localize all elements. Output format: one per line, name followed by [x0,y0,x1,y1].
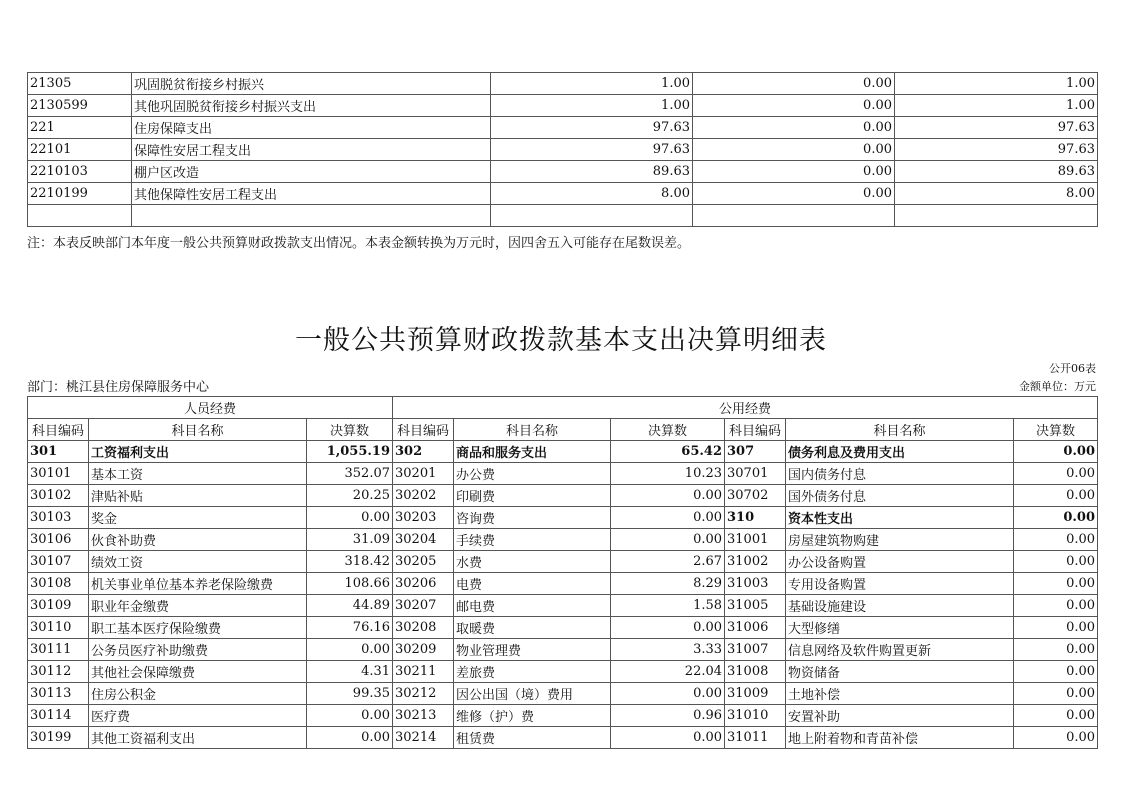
subject-name: 公务员医疗补助缴费 [89,639,307,661]
subject-code [28,205,132,227]
subject-name: 国外债务付息 [786,485,1014,507]
subject-name: 手续费 [454,529,611,551]
table-row [28,529,1098,551]
final-amount: 108.66 [307,573,393,595]
amount-project: 1.00 [895,95,1098,117]
subject-name: 其他巩固脱贫衔接乡村振兴支出 [132,95,491,117]
subject-code: 30205 [393,551,454,573]
subject-name: 棚户区改造 [132,161,491,183]
subject-name: 巩固脱贫衔接乡村振兴 [132,73,491,95]
subject-name: 差旅费 [454,661,611,683]
subject-code: 30103 [28,507,89,529]
subject-name: 物资储备 [786,661,1014,683]
final-amount: 20.25 [307,485,393,507]
amount-project: 97.63 [895,117,1098,139]
final-amount: 0.00 [1014,551,1098,573]
table-row [28,161,1098,183]
subject-name: 电费 [454,573,611,595]
department-label: 部门：桃江县住房保障服务中心 [27,380,210,395]
subject-code: 30111 [28,639,89,661]
subject-name: 住房公积金 [89,683,307,705]
table-row [28,73,1098,95]
subject-code: 30199 [28,727,89,749]
subject-name: 信息网络及软件购置更新 [786,639,1014,661]
amount-basic: 0.00 [693,139,895,161]
subject-code: 30203 [393,507,454,529]
subject-code: 31009 [725,683,786,705]
final-amount: 0.00 [1014,529,1098,551]
subject-name: 奖金 [89,507,307,529]
subject-name: 商品和服务支出 [454,441,611,463]
subject-name: 住房保障支出 [132,117,491,139]
subject-code: 302 [393,441,454,463]
subject-name: 安置补助 [786,705,1014,727]
amount-total: 1.00 [491,73,693,95]
subject-name: 工资福利支出 [89,441,307,463]
subject-code: 30102 [28,485,89,507]
amount-total: 89.63 [491,161,693,183]
amount-project: 97.63 [895,139,1098,161]
amount-project: 1.00 [895,73,1098,95]
table-row [28,639,1098,661]
table-row [28,463,1098,485]
subject-code: 30702 [725,485,786,507]
amount-total [491,205,693,227]
col-header-name: 科目名称 [786,419,1014,441]
subject-name: 土地补偿 [786,683,1014,705]
subject-name: 津贴补贴 [89,485,307,507]
subject-code: 30211 [393,661,454,683]
final-amount: 2.67 [611,551,725,573]
final-amount: 4.31 [307,661,393,683]
subject-code: 307 [725,441,786,463]
column-header-row [28,419,1098,441]
col-header-code: 科目编码 [725,419,786,441]
amount-basic: 0.00 [693,95,895,117]
group-header-public: 公用经费 [393,397,1098,419]
subject-code: 2130599 [28,95,132,117]
subject-name: 债务利息及费用支出 [786,441,1014,463]
final-amount: 0.00 [611,727,725,749]
final-amount: 0.00 [1014,683,1098,705]
subject-code: 30213 [393,705,454,727]
final-amount: 0.00 [611,529,725,551]
table-row [28,705,1098,727]
subject-name: 咨询费 [454,507,611,529]
col-header-code: 科目编码 [28,419,89,441]
subject-code: 30201 [393,463,454,485]
table-row [28,727,1098,749]
final-amount: 0.00 [611,617,725,639]
col-header-name: 科目名称 [89,419,307,441]
subject-code: 31007 [725,639,786,661]
subject-code: 30107 [28,551,89,573]
subject-code: 21305 [28,73,132,95]
final-amount: 0.00 [307,639,393,661]
col-header-amount: 决算数 [307,419,393,441]
form-code: 公开06表 [1049,362,1096,375]
table-row [28,117,1098,139]
final-amount: 0.00 [1014,595,1098,617]
subject-name [132,205,491,227]
subject-code: 30113 [28,683,89,705]
subject-code: 30202 [393,485,454,507]
subject-code: 30110 [28,617,89,639]
table-row [28,661,1098,683]
table-note: 注：本表反映部门本年度一般公共预算财政拨款支出情况。本表金额转换为万元时，因四舍五入可能存在尾数误差。 [27,236,691,251]
final-amount: 99.35 [307,683,393,705]
subject-name: 其他社会保障缴费 [89,661,307,683]
subject-code: 221 [28,117,132,139]
subject-name: 基本工资 [89,463,307,485]
final-amount: 10.23 [611,463,725,485]
table-row [28,95,1098,117]
amount-basic: 0.00 [693,161,895,183]
subject-code: 30208 [393,617,454,639]
subject-code: 30109 [28,595,89,617]
table-row [28,573,1098,595]
final-amount: 8.29 [611,573,725,595]
subject-code: 30214 [393,727,454,749]
final-amount: 352.07 [307,463,393,485]
subject-name: 医疗费 [89,705,307,727]
subject-code: 30106 [28,529,89,551]
subject-name: 物业管理费 [454,639,611,661]
group-header-row [28,397,1098,419]
col-header-amount: 决算数 [611,419,725,441]
amount-total: 97.63 [491,117,693,139]
subject-name: 其他保障性安居工程支出 [132,183,491,205]
final-amount: 0.00 [611,683,725,705]
final-amount: 1,055.19 [307,441,393,463]
table-row [28,139,1098,161]
subject-code: 2210103 [28,161,132,183]
col-header-amount: 决算数 [1014,419,1098,441]
subject-code: 31003 [725,573,786,595]
subject-code: 30206 [393,573,454,595]
amount-total: 97.63 [491,139,693,161]
final-amount: 0.00 [307,507,393,529]
final-amount: 76.16 [307,617,393,639]
subject-name: 大型修缮 [786,617,1014,639]
table-row [28,183,1098,205]
subject-name: 专用设备购置 [786,573,1014,595]
subject-code: 31001 [725,529,786,551]
subject-code: 31011 [725,727,786,749]
amount-project: 8.00 [895,183,1098,205]
col-header-name: 科目名称 [454,419,611,441]
amount-basic: 0.00 [693,73,895,95]
final-amount: 0.00 [1014,661,1098,683]
page-title: 一般公共预算财政拨款基本支出决算明细表 [295,325,827,356]
final-amount: 1.58 [611,595,725,617]
amount-project [895,205,1098,227]
subject-name: 租赁费 [454,727,611,749]
amount-basic [693,205,895,227]
table-row [28,551,1098,573]
unit-label: 金额单位：万元 [1019,380,1096,393]
subject-name: 绩效工资 [89,551,307,573]
table-row [28,441,1098,463]
final-amount: 0.00 [611,485,725,507]
subject-name: 印刷费 [454,485,611,507]
subject-name: 伙食补助费 [89,529,307,551]
subject-code: 31006 [725,617,786,639]
subject-name: 取暖费 [454,617,611,639]
final-amount: 0.00 [1014,573,1098,595]
subject-name: 职业年金缴费 [89,595,307,617]
subject-name: 邮电费 [454,595,611,617]
subject-name: 因公出国（境）费用 [454,683,611,705]
subject-name: 机关事业单位基本养老保险缴费 [89,573,307,595]
final-amount: 0.00 [611,507,725,529]
final-amount: 22.04 [611,661,725,683]
final-amount: 0.00 [1014,639,1098,661]
col-header-code: 科目编码 [393,419,454,441]
subject-name: 基础设施建设 [786,595,1014,617]
subject-name: 地上附着物和青苗补偿 [786,727,1014,749]
subject-code: 30701 [725,463,786,485]
table-row [28,617,1098,639]
subject-code: 30101 [28,463,89,485]
subject-name: 国内债务付息 [786,463,1014,485]
subject-name: 水费 [454,551,611,573]
subject-code: 30212 [393,683,454,705]
subject-name: 办公费 [454,463,611,485]
subject-name: 维修（护）费 [454,705,611,727]
subject-code: 301 [28,441,89,463]
group-header-personnel: 人员经费 [28,397,393,419]
subject-code: 30108 [28,573,89,595]
amount-basic: 0.00 [693,117,895,139]
amount-total: 1.00 [491,95,693,117]
final-amount: 0.96 [611,705,725,727]
subject-code: 30209 [393,639,454,661]
final-amount: 0.00 [307,705,393,727]
table-row [28,595,1098,617]
final-amount: 318.42 [307,551,393,573]
subject-name: 办公设备购置 [786,551,1014,573]
final-amount: 44.89 [307,595,393,617]
final-amount: 0.00 [1014,617,1098,639]
basic-expenditure-detail-table [27,396,1098,749]
expenditure-table-continued [27,72,1098,227]
amount-basic: 0.00 [693,183,895,205]
final-amount: 0.00 [1014,727,1098,749]
subject-code: 22101 [28,139,132,161]
subject-name: 职工基本医疗保险缴费 [89,617,307,639]
amount-project: 89.63 [895,161,1098,183]
table-row [28,507,1098,529]
subject-name: 资本性支出 [786,507,1014,529]
final-amount: 0.00 [1014,705,1098,727]
subject-name: 保障性安居工程支出 [132,139,491,161]
subject-name: 房屋建筑物购建 [786,529,1014,551]
subject-name: 其他工资福利支出 [89,727,307,749]
final-amount: 0.00 [307,727,393,749]
final-amount: 0.00 [1014,507,1098,529]
table-row [28,485,1098,507]
final-amount: 0.00 [1014,463,1098,485]
subject-code: 31002 [725,551,786,573]
final-amount: 0.00 [1014,485,1098,507]
table-row [28,205,1098,227]
subject-code: 31005 [725,595,786,617]
subject-code: 2210199 [28,183,132,205]
subject-code: 31010 [725,705,786,727]
final-amount: 0.00 [1014,441,1098,463]
subject-code: 30207 [393,595,454,617]
subject-code: 31008 [725,661,786,683]
final-amount: 31.09 [307,529,393,551]
subject-code: 30112 [28,661,89,683]
subject-code: 310 [725,507,786,529]
final-amount: 3.33 [611,639,725,661]
amount-total: 8.00 [491,183,693,205]
subject-code: 30114 [28,705,89,727]
final-amount: 65.42 [611,441,725,463]
table-row [28,683,1098,705]
subject-code: 30204 [393,529,454,551]
